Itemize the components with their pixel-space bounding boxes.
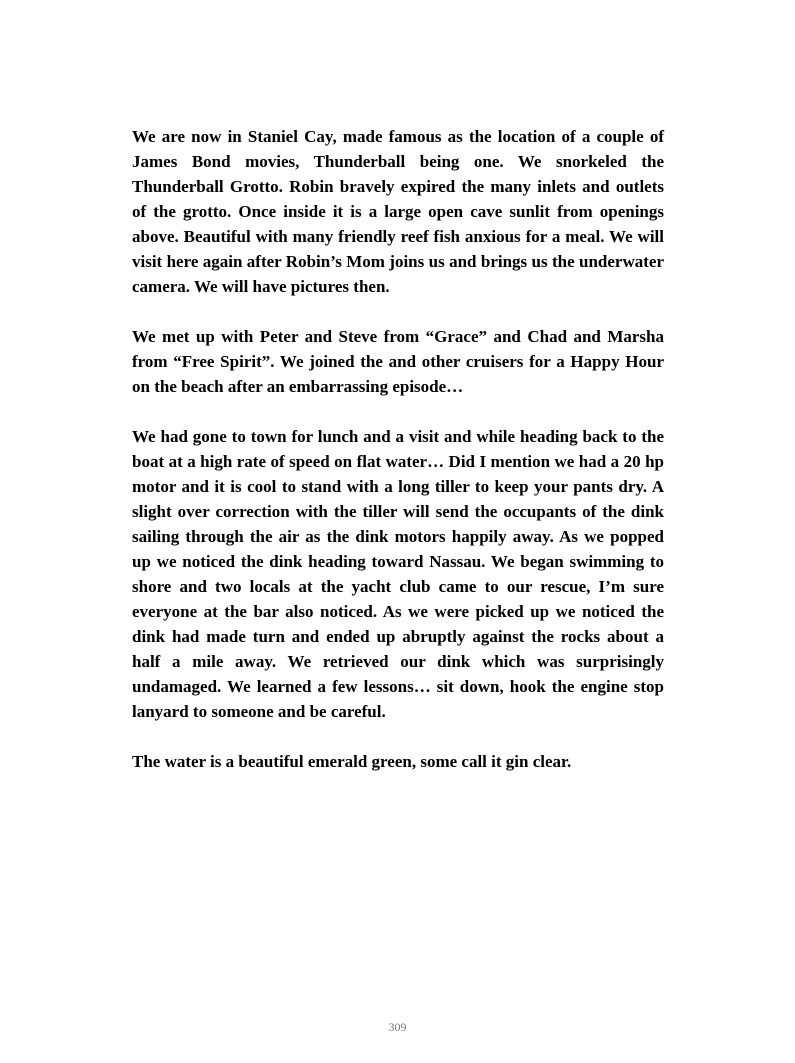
paragraph-happy-hour: We met up with Peter and Steve from “Grace” and Chad and Marsha from “Free Spirit”. We joined the and other cruisers for a Happy Hour on the beach after an embarrassing episode…: [132, 327, 664, 396]
paragraph-emerald-water: The water is a beautiful emerald green, some call it gin clear.: [132, 752, 572, 771]
paragraph-staniel-cay: We are now in Staniel Cay, made famous as the location of a couple of James Bond movies, Thunderball being one. We snorkeled the Thunderball Grotto. Robin bravely expired the many inlets and outlets of the grotto. Once inside it is a large open cave sunlit from openings above. Beautiful with many friendly reef fish anxious for a meal. We will visit here again after Robin’s Mom joins us and brings us the underwater camera. We will have pictures then.: [132, 127, 664, 296]
paragraph-dink-episode: We had gone to town for lunch and a visit and while heading back to the boat at a high rate of speed on flat water… Did I mention we had a 20 hp motor and it is cool to stand with a long tiller to keep your pants dry. A slight over correction with the tiller will send the occupants of the dink sailing through the air as the dink motors happily away. As we popped up we noticed the dink heading toward Nassau. We began swimming to shore and two locals at the yacht club came to our rescue, I’m sure everyone at the bar also noticed. As we were picked up we noticed the dink had made turn and ended up abruptly against the rocks about a half a mile away. We retrieved our dink which was surprisingly undamaged. We learned a few lessons… sit down, hook the engine stop lanyard to someone and be careful.: [132, 427, 664, 721]
page-number: 309: [388, 1020, 407, 1034]
page-body: [132, 124, 664, 774]
